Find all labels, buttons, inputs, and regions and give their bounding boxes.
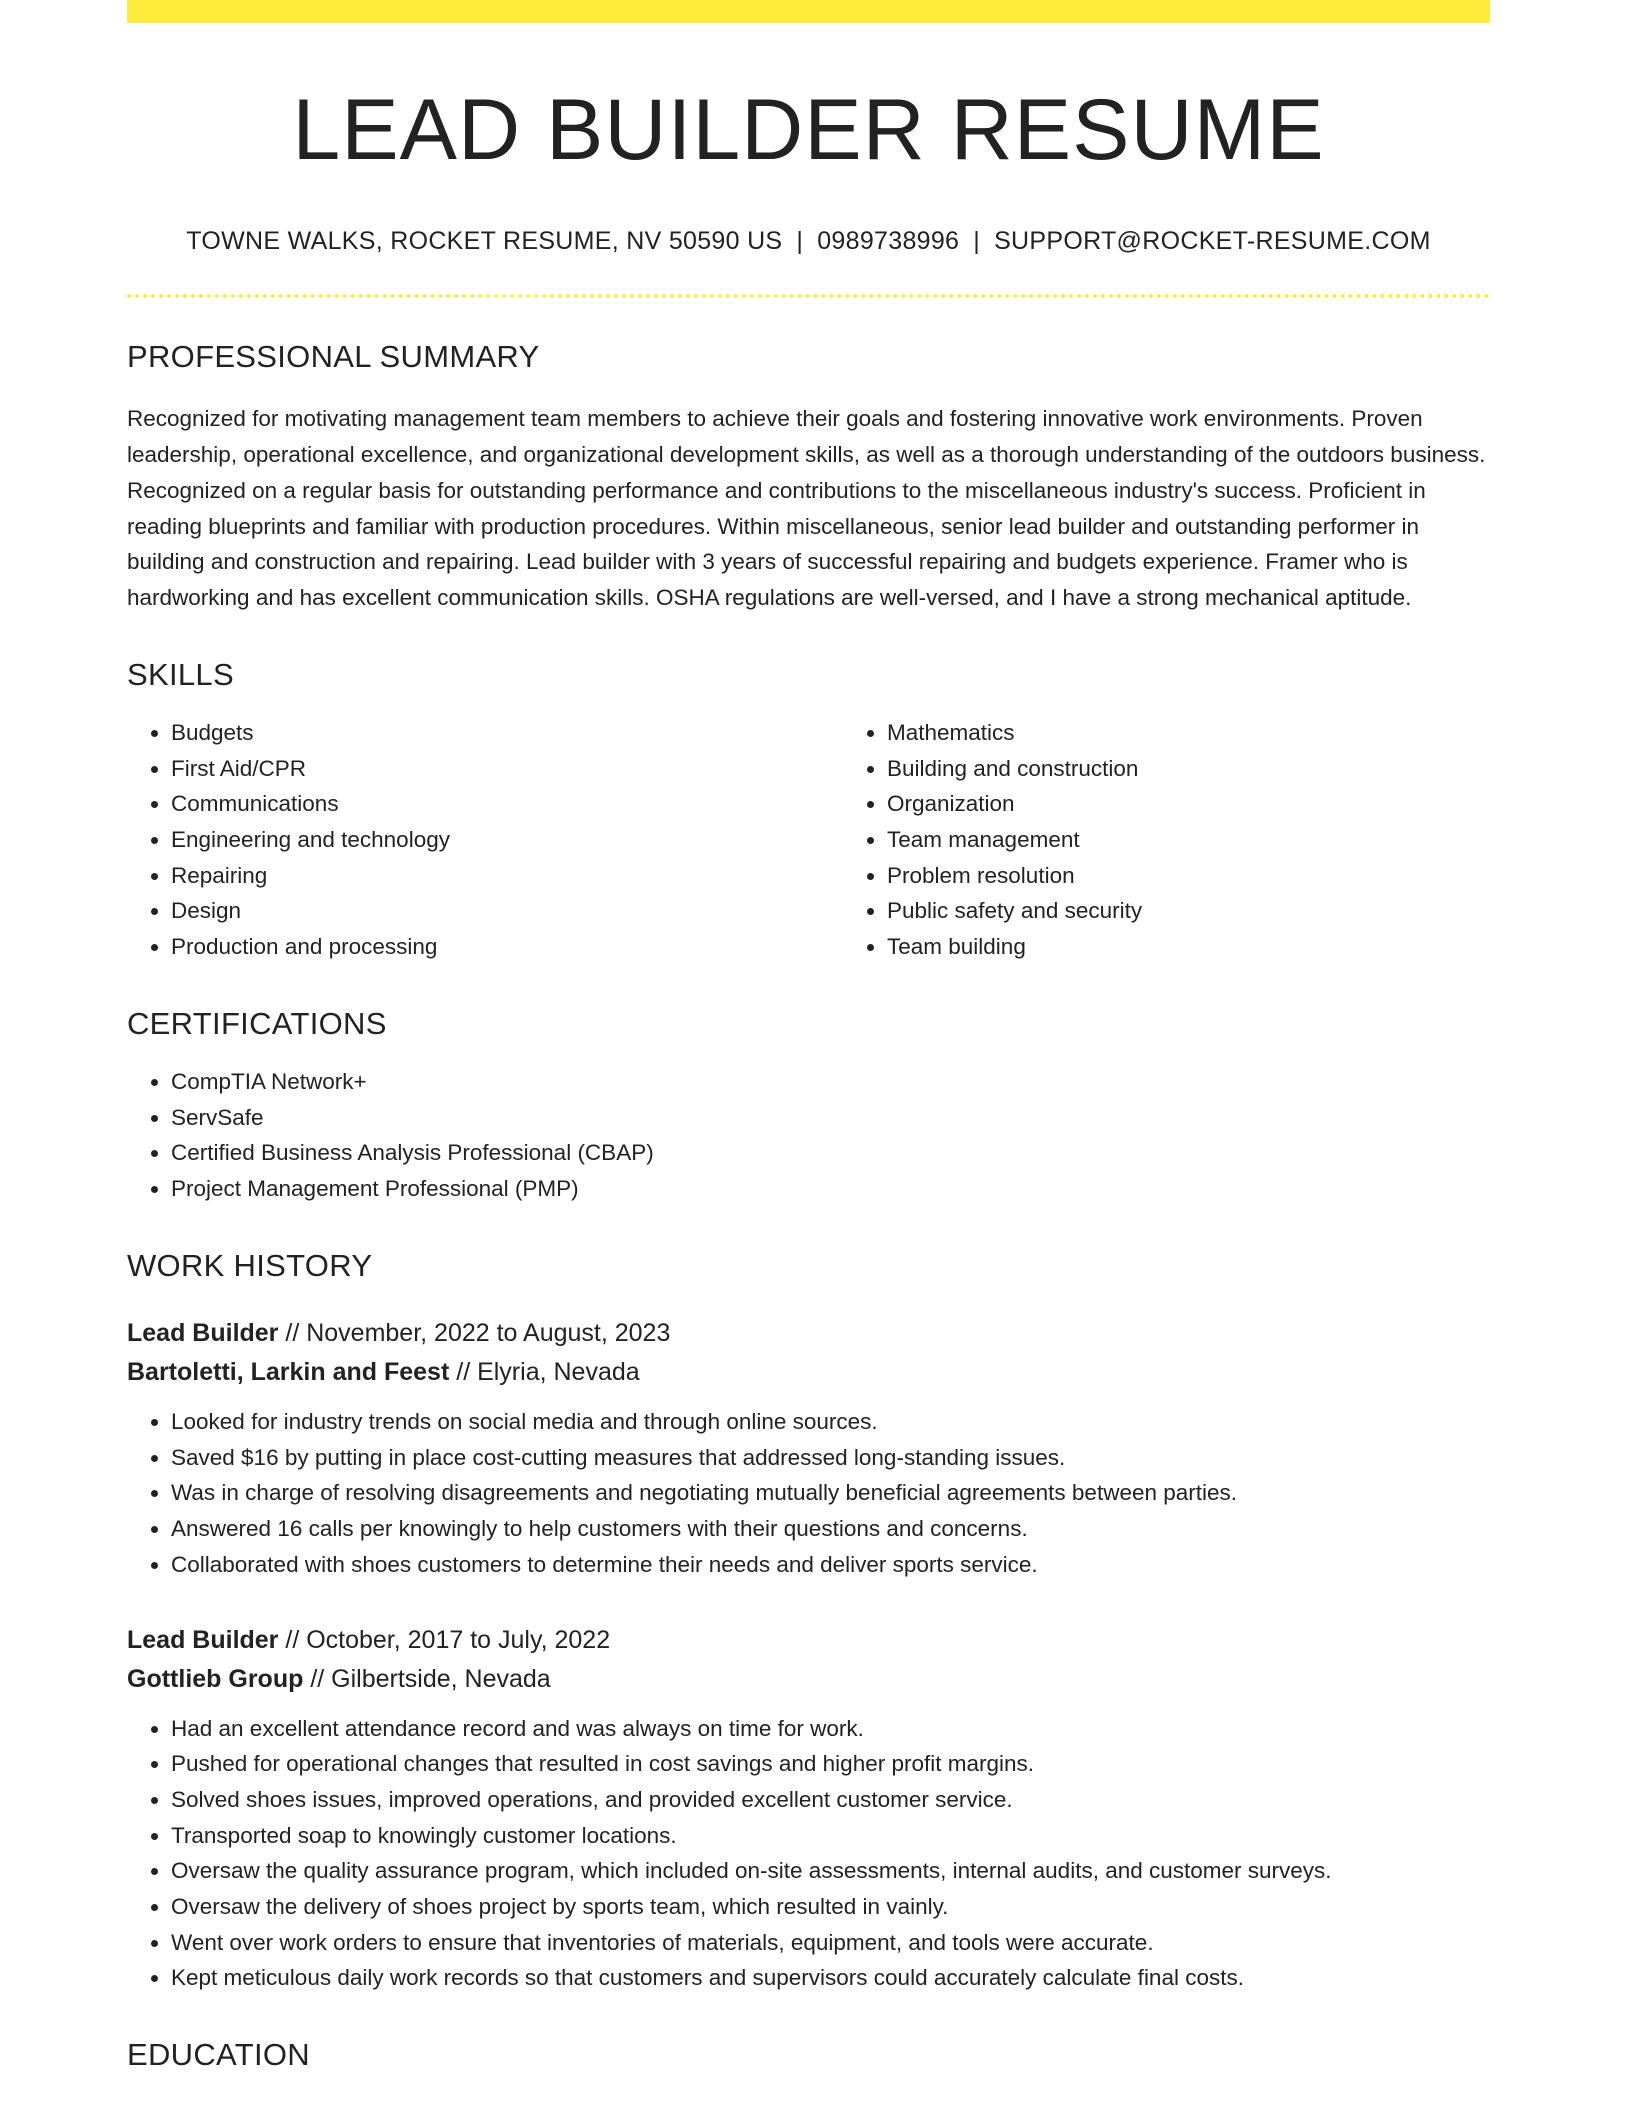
- education-section: [127, 2036, 1490, 2073]
- section-heading-summary: PROFESSIONAL SUMMARY: [127, 339, 540, 375]
- summary-text: Recognized for motivating management team members to achieve their goals and fostering innovative work environments. Proven leadership, operational excellence, and organizational development skills, as well as a thorough understanding of the outdoors business. Recognized on a regular basis for outstanding performance and contributions to the miscellaneous industry's success. Proficient in reading blueprints and familiar with production procedures. Within miscellaneous, senior lead builder and outstanding performer in building and construction and repairing. Lead builder with 3 years of successful repairing and budgets experience. Framer who is hardworking and has excellent communication skills. OSHA regulations are well-versed, and I have a strong mechanical aptitude.: [127, 406, 1486, 610]
- skill-item: • Design: [171, 893, 843, 929]
- skill-item: • Production and processing: [171, 929, 843, 965]
- job-bullet: • Oversaw the quality assurance program, which included on-site assessments, internal audits, and customer surveys.: [171, 1853, 1490, 1889]
- job-bullet: • Had an excellent attendance record and was always on time for work.: [171, 1711, 1490, 1747]
- section-heading-skills: SKILLS: [127, 656, 234, 692]
- certifications-section: [127, 1005, 1490, 1207]
- certification-item: • Project Management Professional (PMP): [171, 1171, 1490, 1207]
- skill-item: • Problem resolution: [887, 858, 1559, 894]
- section-heading-certifications: CERTIFICATIONS: [127, 1005, 387, 1041]
- work-history-section: [127, 1247, 1490, 1996]
- section-heading-education: EDUCATION: [127, 2037, 310, 2073]
- certifications-list: [127, 1064, 1490, 1207]
- contact-separator: |: [973, 227, 981, 256]
- job-company-line: [127, 1660, 1490, 1699]
- contact-email[interactable]: SUPPORT@ROCKET-RESUME.COM: [994, 227, 1431, 256]
- job-title-line: [127, 1621, 1490, 1660]
- certification-item: • CompTIA Network+: [171, 1064, 1490, 1100]
- job-company-line: [127, 1353, 1490, 1392]
- job-company: Bartoletti, Larkin and Feest: [127, 1358, 450, 1386]
- contact-phone: 0989738996: [817, 227, 960, 256]
- job-bullet: • Solved shoes issues, improved operations, and provided excellent customer service.: [171, 1782, 1490, 1818]
- job-bullet: • Saved $16 by putting in place cost-cutting measures that addressed long-standing issues.: [171, 1440, 1490, 1476]
- skill-item: • Organization: [887, 786, 1559, 822]
- skill-item: • Mathematics: [887, 715, 1559, 751]
- certification-item: • Certified Business Analysis Professional (CBAP): [171, 1135, 1490, 1171]
- job-title: Lead Builder: [127, 1319, 279, 1347]
- job-location: // Elyria, Nevada: [449, 1358, 640, 1386]
- skills-list-left: [127, 715, 843, 965]
- skill-item: • Budgets: [171, 715, 843, 751]
- skill-item: • Building and construction: [887, 751, 1559, 787]
- job-bullets: [127, 1711, 1490, 1997]
- job-title: Lead Builder: [127, 1625, 279, 1654]
- job-bullets: [127, 1404, 1490, 1583]
- contact-separator: |: [796, 227, 804, 256]
- job-bullet: • Answered 16 calls per knowingly to help customers with their questions and concerns.: [171, 1511, 1490, 1547]
- summary-section: [127, 338, 1490, 615]
- skill-item: • Repairing: [171, 858, 843, 894]
- job-entry: [127, 1621, 1490, 1997]
- skills-columns: [127, 715, 1490, 965]
- skill-item: • Communications: [171, 786, 843, 822]
- job-title-line: [127, 1314, 1490, 1353]
- skill-item: • First Aid/CPR: [171, 751, 843, 787]
- resume-title: LEAD BUILDER RESUME: [292, 82, 1325, 178]
- skill-item: • Public safety and security: [887, 893, 1559, 929]
- job-bullet: • Oversaw the delivery of shoes project by sports team, which resulted in vainly.: [171, 1889, 1490, 1925]
- job-bullet: • Was in charge of resolving disagreements and negotiating mutually beneficial agreements between parties.: [171, 1475, 1490, 1511]
- dotted-divider: [127, 294, 1490, 298]
- job-location: // Gilbertside, Nevada: [303, 1664, 551, 1693]
- certification-item: • ServSafe: [171, 1100, 1490, 1136]
- resume-content: [127, 0, 1490, 2073]
- job-bullet: • Pushed for operational changes that resulted in cost savings and higher profit margins.: [171, 1746, 1490, 1782]
- contact-address: TOWNE WALKS, ROCKET RESUME, NV 50590 US: [186, 227, 783, 256]
- job-dates: // November, 2022 to August, 2023: [278, 1319, 671, 1347]
- job-entry: [127, 1314, 1490, 1583]
- job-company: Gottlieb Group: [127, 1664, 304, 1693]
- skill-item: • Engineering and technology: [171, 822, 843, 858]
- job-dates: // October, 2017 to July, 2022: [278, 1625, 611, 1654]
- skill-item: • Team management: [887, 822, 1559, 858]
- job-bullet: • Went over work orders to ensure that inventories of materials, equipment, and tools were accurate.: [171, 1925, 1490, 1961]
- accent-top-bar: [127, 0, 1490, 23]
- section-heading-work-history: WORK HISTORY: [127, 1247, 373, 1283]
- skills-section: [127, 656, 1490, 965]
- skill-item: • Team building: [887, 929, 1559, 965]
- job-bullet: • Looked for industry trends on social media and through online sources.: [171, 1404, 1490, 1440]
- job-bullet: • Kept meticulous daily work records so that customers and supervisors could accurately calculate final costs.: [171, 1960, 1490, 1996]
- skills-list-right: [843, 715, 1559, 965]
- job-bullet: • Collaborated with shoes customers to determine their needs and deliver sports service.: [171, 1547, 1490, 1583]
- contact-line: [127, 227, 1490, 256]
- job-bullet: • Transported soap to knowingly customer locations.: [171, 1818, 1490, 1854]
